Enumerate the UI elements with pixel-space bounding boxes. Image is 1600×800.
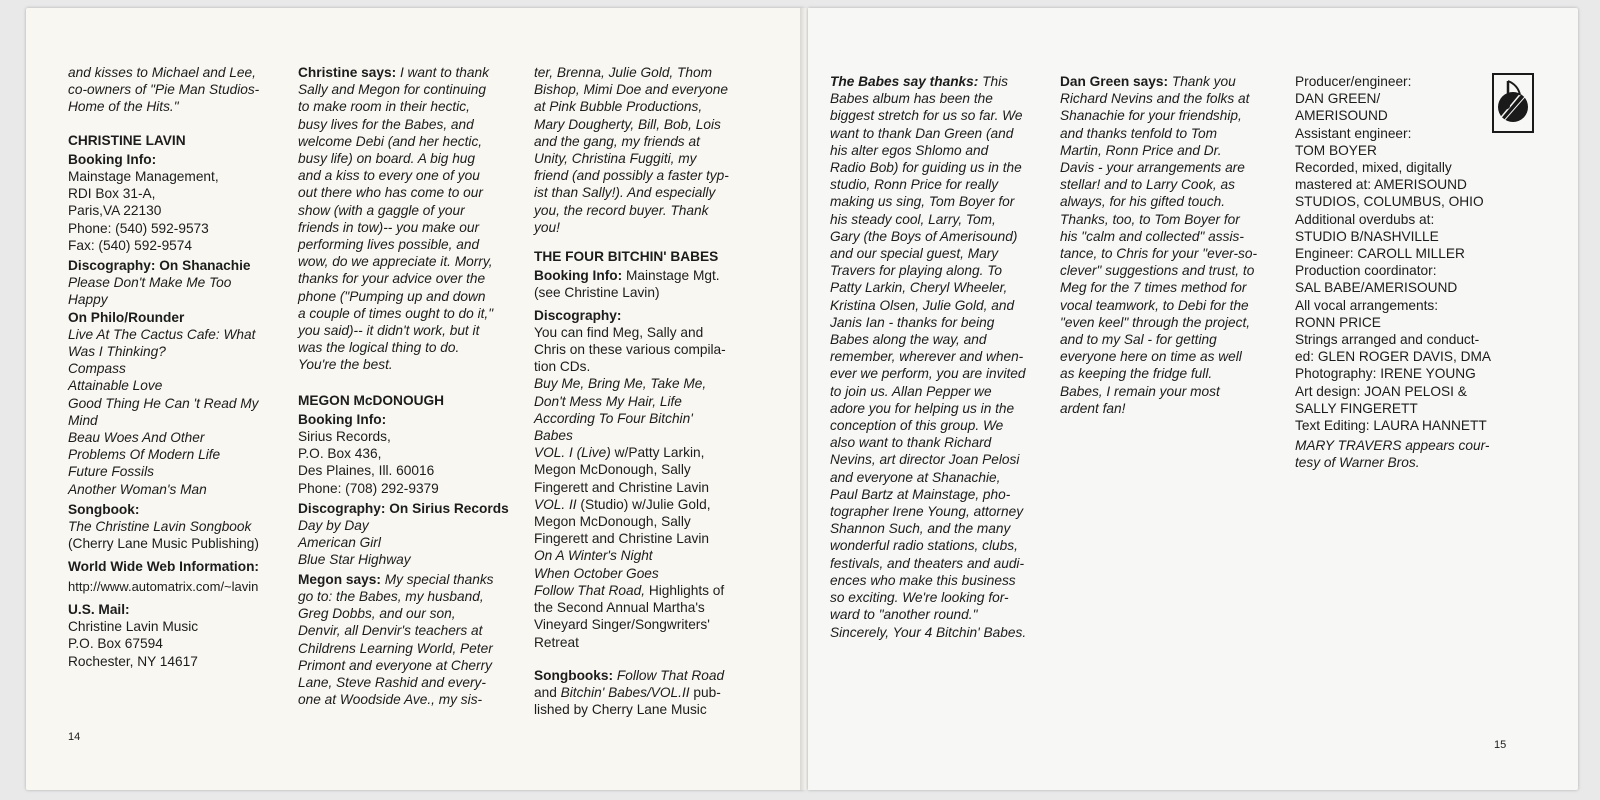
discography-list: Day by Day American Girl Blue Star Highway xyxy=(298,518,411,568)
christine-says-label: Christine says: xyxy=(298,65,397,80)
songbooks-line: Songbooks: Follow That Road xyxy=(534,667,725,683)
booking-label: Booking Info: xyxy=(534,268,623,284)
artist-heading: CHRISTINE LAVIN xyxy=(68,132,186,148)
megon-says-continued: ter, Brenna, Julie Gold, Thom Bishop, Mimi Doe and everyone at Pink Bubble Productions, Mary Dougherty, Bill, Bob, Lois and the gang, my friends at Unity, Christina Fuggiti, my friend (and possibly a faster typ- ist than Sally!). And especially you, the record buyer. Thank you! xyxy=(534,65,729,235)
follow-that-road-title: Follow That Road, xyxy=(534,582,646,598)
left-column-3: ter, Brenna, Julie Gold, Thom Bishop, Mimi Doe and everyone at Pink Bubble Productions, Mary Dougherty, Bill, Bob, Lois and the gang, my friends at Unity, Christina Fuggiti, my friend (and possibly a faster typ- ist than Sally!). And especially you, the record buyer. Thank you! THE FOUR BITCHIN' BABES Booking Info: Mainstage Mgt. (see Christine Lavin) Discography: You can find Meg, Sally and Chris on these various compila- tion CDs. Buy Me, Bring Me, Take Me, Don't Mess My Hair, Life According To Four Bitchin' Babes VOL. I (Live) w/Patty Larkin, Megon McDonough, Sally Fingerett and Christine Lavin VOL. II (Studio) w/Julie Gold, Megon McDonough, Sally Fingerett and Christine Lavin On A Winter's Night When October Goes Follow That Road, Highlights of the Second Annual Martha's Vineyard Singer/Songwriters' Retreat Songbooks: Follow That Road and Bitchin' Babes/VOL.II pub- lished by Cherry Lane Music xyxy=(534,64,754,718)
web-label: World Wide Web Information: xyxy=(68,559,259,575)
megon-says-label: Megon says: xyxy=(298,571,381,587)
booking-note: (see Christine Lavin) xyxy=(534,285,660,301)
extra-titles: On A Winter's Night When October Goes xyxy=(534,548,659,581)
mail-label: U.S. Mail: xyxy=(68,601,130,617)
discography-intro: You can find Meg, Sally and Chris on these various compila- tion CDs. xyxy=(534,324,726,375)
booking-label: Booking Info: xyxy=(298,411,387,427)
babes-say-thanks-label: The Babes say thanks: xyxy=(830,74,979,89)
web-url: http://www.automatrix.com/~lavin xyxy=(68,578,259,594)
mail-address: Christine Lavin Music P.O. Box 67594 Rochester, NY 14617 xyxy=(68,619,199,669)
left-column-1 xyxy=(68,64,288,670)
discography-label: Discography: On Sirius Records xyxy=(298,500,509,516)
discography-label: Discography: On Shanachie xyxy=(68,258,251,274)
booking-info: Sirius Records, P.O. Box 436, Des Plaines, Ill. 60016 Phone: (708) 292-9379 xyxy=(298,429,439,496)
discography-list: Please Don't Make Me Too Happy xyxy=(68,275,232,308)
intro-text: and kisses to Michael and Lee, co-owners of "Pie Man Studios- Home of the Hits." xyxy=(68,65,260,115)
page-number: 14 xyxy=(68,731,81,743)
booking-info: Mainstage Management, RDI Box 31-A, Paris,VA 22130 Phone: (540) 592-9573 Fax: (540) 592-9574 xyxy=(68,169,219,253)
songbook-publisher: (Cherry Lane Music Publishing) xyxy=(68,536,259,552)
page-number: 15 xyxy=(1494,739,1507,751)
christine-says: Christine says: I want to thank Sally and Megon for continuing to make room in their hectic, busy lives for the Babes, and welcome Debi (and her hectic, busy life) on board. A big hug and a kiss to every one of you out there who has come to our show (with a gaggle of your friends in tow)-- you make our performing lives possible, and wow, do we appreciate it. Morry, thanks for your advice over the phone ("Pumping up and down a couple of times ought to do it," you said)-- it didn't work, but it was the logical thing to do. You're the best. xyxy=(298,65,494,373)
booking-value: Mainstage Mgt. xyxy=(622,268,720,284)
booking-label: Booking Info: xyxy=(68,151,157,167)
songbook-label: Songbook: xyxy=(68,501,140,517)
songbook-title: The Christine Lavin Songbook xyxy=(68,519,252,535)
credits-list: Producer/engineer: DAN GREEN/ AMERISOUND Assistant engineer: TOM BOYER Recorded, mixed, digitally mastered at: AMERISOUND STUDIOS, COLUMBUS, OHIO Additional overdubs at: STUDIO B/NASHVILLE Engineer: CAROLL MILLER Production coordinator: SAL BABE/AMERISOUND All vocal arrangements: RONN PRICE Strings arranged and conduct- ed: GLEN ROGER DAVIS, DMA Photography: IRENE YOUNG Art design: JOAN PELOSI & SALLY FINGERETT Text Editing: LAURA HANNETT xyxy=(1295,74,1491,434)
philo-list: Live At The Cactus Cafe: What Was I Thinking? Compass Attainable Love Good Thing He Can 't Read My Mind Beau Woes And Other Problems Of Modern Life Future Fossils Another Woman's Man xyxy=(68,326,259,497)
songbooks-label: Songbooks: xyxy=(534,667,614,683)
music-note-logo-icon xyxy=(1492,73,1534,133)
megon-says: Megon says: My special thanks go to: the Babes, my husband, Greg Dobbs, and our son, Denvir, all Denvir's teachers at Childrens Learning World, Peter Primont and everyone at Cherry Lane, Steve Rashid and every- one at Woodside Ave., my sis- xyxy=(298,571,494,708)
right-column-2: Dan Green says: Thank you Richard Nevins and the folks at Shanachie for your friendship, and thanks tenfold to Tom Martin, Ronn Price and Dr. Davis - your arrangements are stellar! and to Larry Cook, as always, for his gifted touch. Thanks, too, to Tom Boyer for his "calm and collected" assis- tance, to Chris for your "ever-so- clever" suggestions and trust, to Meg for the 7 times method for vocal teamwork, to Debi for the "even keel" through the project, and to my Sal - for getting everyone here on time as well as keeping the fridge full. Babes, I remain your most ardent fan! xyxy=(1060,74,1258,416)
right-column-1: The Babes say thanks: This Babes album has been the biggest stretch for us so far. We want to thank Dan Green (and his alter egos Shlomo and Radio Bob) for guiding us in the studio, Ronn Price for really making us sing, Tom Boyer for his steady cool, Larry, Tom, Gary (the Boys of Amerisound) and our special guest, Mary Travers for playing along. To Patty Larkin, Cheryl Wheeler, Kristina Olsen, Julie Gold, and Janis Ian - thanks for being Babes along the way, and remember, wherever and when- ever we perform, you are invited to join us. Allan Pepper we adore you for helping us in the conception of this group. We also want to thank Richard Nevins, art director Joan Pelosi and everyone at Shanachie, Paul Bartz at Mainstage, pho- tographer Irene Young, attorney Shannon Such, and the many wonderful radio stations, clubs, festivals, and theaters and audi- ences who make this business so exciting. We're looking for- ward to "another round." Sincerely, Your 4 Bitchin' Babes. xyxy=(830,74,1027,640)
compilation-titles: Buy Me, Bring Me, Take Me, Don't Mess My Hair, Life According To Four Bitchin' Babes xyxy=(534,376,707,444)
vol2-title: VOL. II xyxy=(534,496,577,512)
vol1-title: VOL. I (Live) xyxy=(534,445,611,461)
philo-label: On Philo/Rounder xyxy=(68,309,185,325)
group-heading: THE FOUR BITCHIN' BABES xyxy=(534,249,719,265)
left-column-2 xyxy=(298,64,523,708)
right-column-3-credits xyxy=(1295,73,1525,472)
dan-green-says-label: Dan Green says: xyxy=(1060,74,1169,89)
discography-label: Discography: xyxy=(534,307,622,323)
artist-heading: MEGON McDONOUGH xyxy=(298,392,445,408)
travers-note: MARY TRAVERS appears cour- tesy of Warner Bros. xyxy=(1295,438,1490,471)
